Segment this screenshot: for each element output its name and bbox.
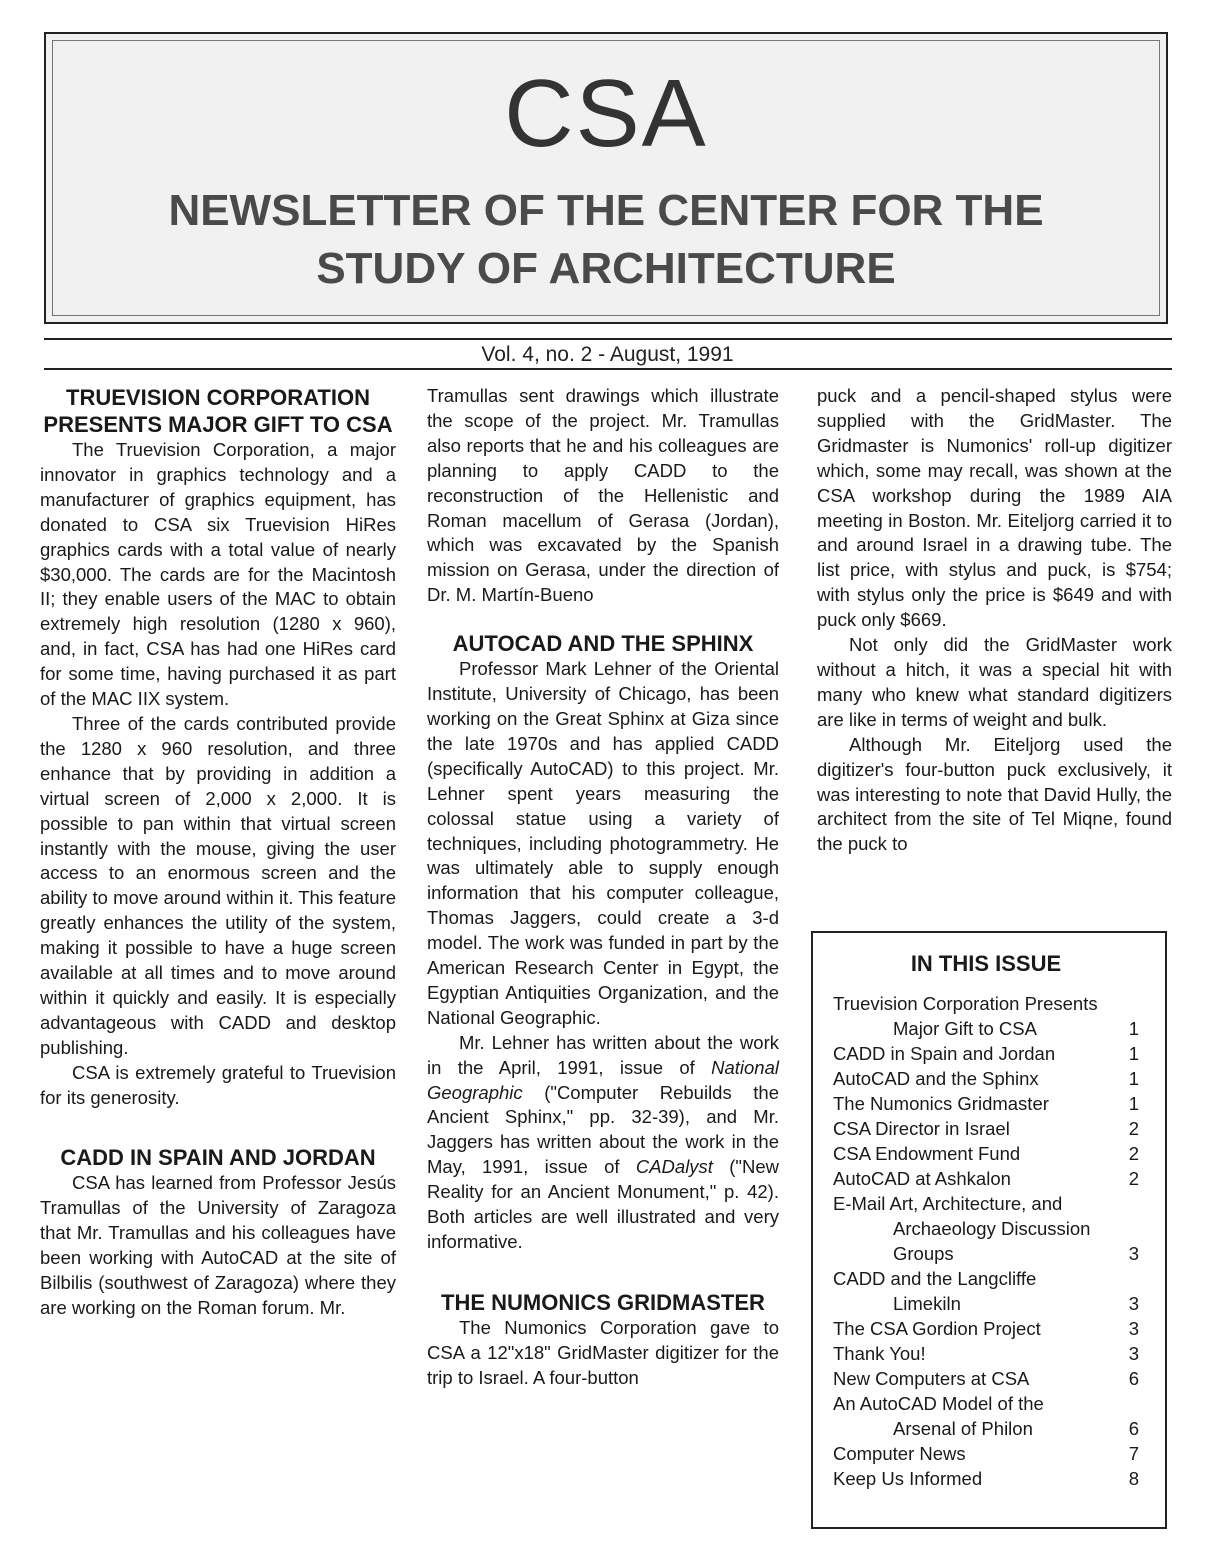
truevision-paragraph-1: The Truevision Corporation, a major innovator in graphics technology and a manufacturer of graphics equipment, has donated to CSA six Truevision HiRes graphics cards with a total value of nearly $30,000. The cards are for the Macintosh II; they enable users of the MAC to obtain extremely high resolution (1280 x 960), and, in fact, CSA has had one HiRes card for some time, having purchased it as part of the MAC IIX system.	[40, 439, 396, 710]
toc-item	[833, 1166, 1139, 1191]
toc-item	[833, 1366, 1139, 1391]
toc-item	[833, 1116, 1139, 1141]
toc-item	[833, 1391, 1139, 1441]
toc-item-title	[833, 1166, 1011, 1191]
numonics-paragraph-2: Not only did the GridMaster work without a hitch, it was a special hit with many who knew what standard digitizers are like in terms of weight and bulk.	[817, 634, 1172, 730]
toc-item-page: 1	[1128, 1068, 1139, 1089]
column-2	[427, 384, 779, 1391]
masthead-subtitle	[46, 182, 1166, 298]
truevision-paragraph-3: CSA is extremely grateful to Truevision for its generosity.	[40, 1061, 396, 1108]
toc-item-title-line2: Limekiln	[893, 1293, 961, 1314]
toc-item-title	[833, 1341, 926, 1366]
toc-item-page: 3	[1128, 1318, 1139, 1339]
sphinx-paragraph-2-part-a: Mr. Lehner has written about the work in the April, 1991, issue of	[427, 1031, 779, 1078]
toc-item-title	[833, 1366, 1029, 1391]
toc-item-page: 8	[1128, 1468, 1139, 1489]
toc-item	[833, 1041, 1139, 1066]
toc-item-title-line1: Truevision Corporation Presents	[833, 993, 1098, 1014]
truevision-paragraph-2: Three of the cards contributed provide the 1280 x 960 resolution, and three enhance that by providing in addition a virtual screen of 2,000 x 2,000. It is possible to pan within that virtual screen instantly with the mouse, giving the user access to an enormous screen and the ability to move around within it. This feature greatly enhances the utility of the system, making it possible to have a huge screen available at all times and to move around within it quickly and easily. It is especially advantageous with CADD and desktop publishing.	[40, 712, 396, 1058]
toc-item-page: 2	[1128, 1118, 1139, 1139]
toc-item-page: 6	[1128, 1368, 1139, 1389]
toc-item-title	[833, 1116, 1010, 1141]
toc-item-title-line1: CADD and the Langcliffe	[833, 1268, 1037, 1289]
toc-item-title	[833, 1041, 1055, 1066]
toc-item-title-line1: Keep Us Informed	[833, 1468, 983, 1489]
toc-item	[833, 1066, 1139, 1091]
toc-item-title-line1: CSA Director in Israel	[833, 1118, 1010, 1139]
issue-line: Vol. 4, no. 2 - August, 1991	[481, 343, 734, 366]
toc-list	[833, 991, 1139, 1491]
numonics-paragraph-1: The Numonics Corporation gave to CSA a 12"x18" GridMaster digitizer for the trip to Israel. A four-button	[427, 1316, 779, 1388]
toc-item-page: 1	[1128, 1093, 1139, 1114]
toc-item-title-line1: CADD in Spain and Jordan	[833, 1043, 1056, 1064]
numonics-heading: THE NUMONICS GRIDMASTER	[441, 1289, 765, 1315]
toc-item-title	[833, 1466, 982, 1491]
toc-item	[833, 1441, 1139, 1466]
toc-item-page: 1	[1128, 1018, 1139, 1039]
toc-item-title-line1: E-Mail Art, Architecture, and	[833, 1193, 1063, 1214]
toc-item-title	[833, 1141, 1020, 1166]
truevision-heading: TRUEVISION CORPORATION PRESENTS MAJOR GIFT TO CSA	[43, 385, 393, 437]
toc-item-title-line1: Computer News	[833, 1443, 966, 1464]
toc-item-title-line1: The Numonics Gridmaster	[833, 1093, 1049, 1114]
toc-item-page: 7	[1128, 1443, 1139, 1464]
toc-item-title-line1: The CSA Gordion Project	[833, 1318, 1041, 1339]
toc-item-page: 1	[1128, 1043, 1139, 1064]
toc-item-title	[833, 1066, 1039, 1091]
sphinx-heading: AUTOCAD AND THE SPHINX	[452, 631, 754, 657]
publication-national-geographic: National Geographic	[427, 1056, 779, 1103]
toc-item-title-line2: Arsenal of Philon	[893, 1418, 1033, 1439]
divider-bottom	[44, 368, 1172, 370]
column-3	[817, 384, 1172, 857]
toc-item-title	[833, 1091, 1049, 1116]
toc-item-page: 6	[1128, 1418, 1139, 1439]
masthead-subtitle-line1: NEWSLETTER OF THE CENTER FOR THE	[168, 186, 1044, 235]
toc-item-title-line1: An AutoCAD Model of the	[833, 1393, 1044, 1414]
toc-item-page: 3	[1128, 1293, 1139, 1314]
masthead-subtitle-line2: STUDY OF ARCHITECTURE	[316, 244, 896, 293]
masthead-title: CSA	[504, 60, 708, 167]
toc-item-title	[833, 1266, 1036, 1316]
publication-cadalyst: CADalyst	[635, 1156, 713, 1178]
toc-item	[833, 1316, 1139, 1341]
toc-item-title-line1: New Computers at CSA	[833, 1368, 1030, 1389]
toc-item	[833, 1141, 1139, 1166]
toc-item-title	[833, 1441, 966, 1466]
numonics-paragraph-3: Although Mr. Eiteljorg used the digitizer's four-button puck exclusively, it was interesting to note that David Hully, the architect from the site of Tel Miqne, found the puck to	[817, 733, 1172, 855]
toc-item-title-line1: Thank You!	[833, 1343, 926, 1364]
toc-item	[833, 1266, 1139, 1316]
toc-item-title-line1: CSA Endowment Fund	[833, 1143, 1021, 1164]
spain-heading: CADD IN SPAIN AND JORDAN	[60, 1145, 376, 1171]
toc-item-page: 3	[1128, 1343, 1139, 1364]
toc-item	[833, 1191, 1139, 1266]
column-1	[40, 384, 396, 1321]
toc-item	[833, 1341, 1139, 1366]
sphinx-paragraph-2-part-c: ("New Reality for an Ancient Monument," p. 42). Both articles are well illustrated and very informative.	[427, 1156, 779, 1252]
masthead	[44, 32, 1168, 324]
toc-item	[833, 991, 1139, 1041]
toc-item-title-line2: Archaeology Discussion Groups	[893, 1218, 1091, 1264]
numonics-paragraph-1-continued: puck and a pencil-shaped stylus were supplied with the GridMaster. The Gridmaster is Numonics' roll-up digitizer which, some may recall, was shown at the CSA workshop during the 1989 AIA meeting in Boston. Mr. Eiteljorg carried it to and around Israel in a drawing tube. The list price, with stylus and puck, is $754; with stylus only the price is $649 and with puck only $669.	[817, 385, 1172, 631]
toc-heading: IN THIS ISSUE	[910, 951, 1062, 976]
toc-item	[833, 1466, 1139, 1491]
toc-item-title	[833, 1391, 1044, 1441]
toc-item-title-line1: AutoCAD at Ashkalon	[833, 1168, 1011, 1189]
toc-item-title	[833, 1316, 1041, 1341]
toc-item-title-line2: Major Gift to CSA	[893, 1018, 1037, 1039]
toc-item	[833, 1091, 1139, 1116]
spain-paragraph-1-continued: Tramullas sent drawings which illustrate the scope of the project. Mr. Tramullas also reports that he and his colleagues are planning to apply CADD to the reconstruction of the Hellenistic and Roman macellum of Gerasa (Jordan), which was excavated by the Spanish mission on Gerasa, under the direction of Dr. M. Martín-Bueno	[427, 385, 779, 606]
toc-item-page: 3	[1128, 1243, 1139, 1264]
in-this-issue-box	[811, 931, 1167, 1529]
sphinx-paragraph-2-part-b: ("Computer Rebuilds the Ancient Sphinx," pp. 32-39), and Mr. Jaggers has written about the work in the May, 1991, issue of	[427, 1081, 779, 1178]
toc-item-title	[833, 1191, 1119, 1266]
toc-item-page: 2	[1128, 1168, 1139, 1189]
sphinx-paragraph-1: Professor Mark Lehner of the Oriental Institute, University of Chicago, has been working on the Great Sphinx at Giza since the late 1970s and has applied CADD (specifically AutoCAD) to this project. Mr. Lehner spent years measuring the colossal statue using a variety of techniques, including photogrammetry. He was ultimately able to supply enough information that his computer colleague, Thomas Jaggers, could create a 3-d model. The work was funded in part by the American Research Center in Egypt, the Egyptian Antiquities Organization, and the National Geographic.	[427, 658, 779, 1028]
divider-top	[44, 338, 1172, 340]
toc-item-title-line1: AutoCAD and the Sphinx	[833, 1068, 1039, 1089]
sphinx-paragraph-2	[427, 1031, 779, 1255]
spain-paragraph-1: CSA has learned from Professor Jesús Tramullas of the University of Zaragoza that Mr. Tramullas and his colleagues have been working with AutoCAD at the site of Bilbilis (southwest of Zaragoza) where they are working on the Roman forum. Mr.	[40, 1172, 396, 1318]
toc-item-title	[833, 991, 1098, 1041]
toc-item-page: 2	[1128, 1143, 1139, 1164]
